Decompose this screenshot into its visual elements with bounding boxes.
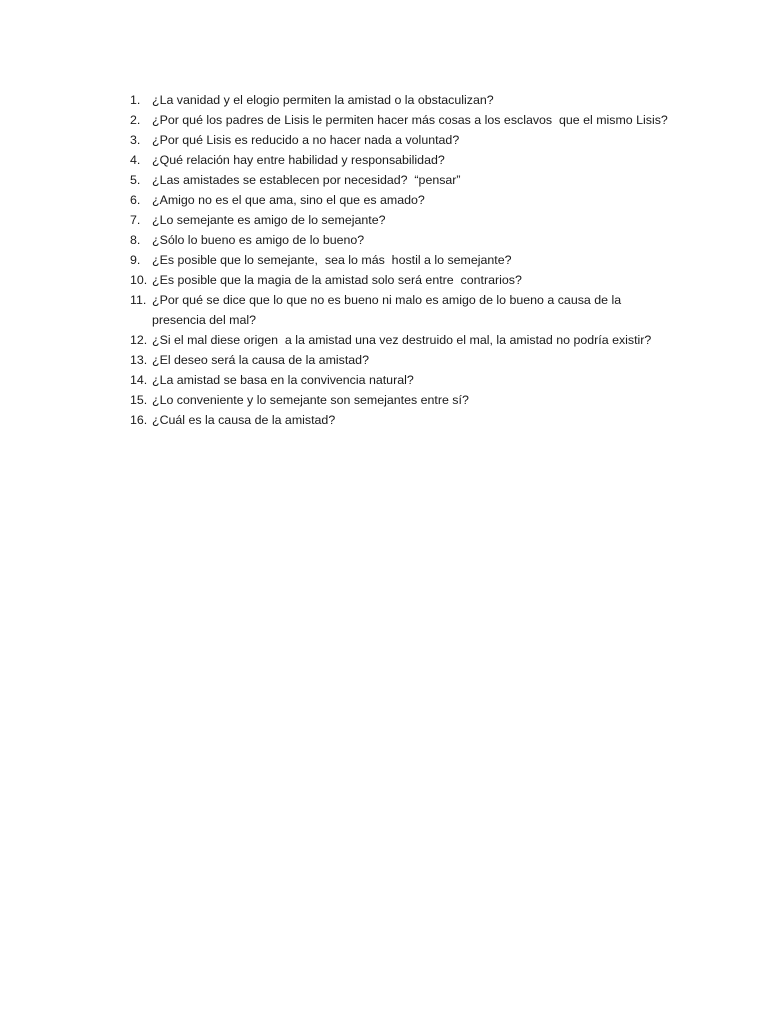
list-item-text: ¿Por qué los padres de Lisis le permiten hacer más cosas a los esclavos que el mismo Lisis? (152, 113, 668, 127)
list-item (118, 130, 678, 150)
list-item (118, 290, 678, 330)
list-item-text: ¿Sólo lo bueno es amigo de lo bueno? (152, 233, 365, 247)
list-item-number: 14. (130, 373, 148, 387)
list-item-number: 13. (130, 353, 148, 367)
list-item-text: ¿Cuál es la causa de la amistad? (152, 413, 336, 427)
list-item-number: 9. (130, 253, 141, 267)
list-item-number: 8. (130, 233, 141, 247)
list-item (118, 250, 678, 270)
list-item (118, 370, 678, 390)
list-item-text: ¿Es posible que lo semejante, sea lo más hostil a lo semejante? (152, 253, 512, 267)
list-item-text: ¿Lo semejante es amigo de lo semejante? (152, 213, 386, 227)
list-item-text: ¿Por qué Lisis es reducido a no hacer nada a voluntad? (152, 133, 460, 147)
list-item-number: 3. (130, 133, 141, 147)
list-item (118, 410, 678, 430)
list-item-number: 6. (130, 193, 141, 207)
list-item (118, 270, 678, 290)
list-item-text: ¿Es posible que la magia de la amistad solo será entre contrarios? (152, 273, 522, 287)
question-list (118, 90, 678, 430)
list-item-number: 2. (130, 113, 141, 127)
list-item (118, 230, 678, 250)
list-item-text: ¿Amigo no es el que ama, sino el que es amado? (152, 193, 425, 207)
list-item-text: ¿Las amistades se establecen por necesidad? “pensar” (152, 173, 461, 187)
list-item-number: 1. (130, 93, 141, 107)
list-item-number: 10. (130, 273, 148, 287)
list-item-number: 5. (130, 173, 141, 187)
list-item-text: ¿La vanidad y el elogio permiten la amistad o la obstaculizan? (152, 93, 494, 107)
list-item (118, 390, 678, 410)
list-item-text: ¿Lo conveniente y lo semejante son semejantes entre sí? (152, 393, 469, 407)
list-item-number: 11. (130, 293, 147, 307)
list-item-number: 16. (130, 413, 148, 427)
list-item (118, 150, 678, 170)
list-item-number: 15. (130, 393, 148, 407)
list-item (118, 190, 678, 210)
list-item-number: 12. (130, 333, 148, 347)
list-item-number: 7. (130, 213, 141, 227)
list-item (118, 90, 678, 110)
list-item (118, 110, 678, 130)
list-item-text: ¿Por qué se dice que lo que no es bueno ni malo es amigo de lo bueno a causa de la presencia del mal? (152, 293, 625, 327)
list-item-text: ¿El deseo será la causa de la amistad? (152, 353, 369, 367)
list-item (118, 170, 678, 190)
list-item-text: ¿Si el mal diese origen a la amistad una vez destruido el mal, la amistad no podría existir? (152, 333, 652, 347)
list-item (118, 210, 678, 230)
list-item-text: ¿Qué relación hay entre habilidad y responsabilidad? (152, 153, 445, 167)
list-item-number: 4. (130, 153, 141, 167)
list-item (118, 350, 678, 370)
list-item (118, 330, 678, 350)
list-item-text: ¿La amistad se basa en la convivencia natural? (152, 373, 414, 387)
